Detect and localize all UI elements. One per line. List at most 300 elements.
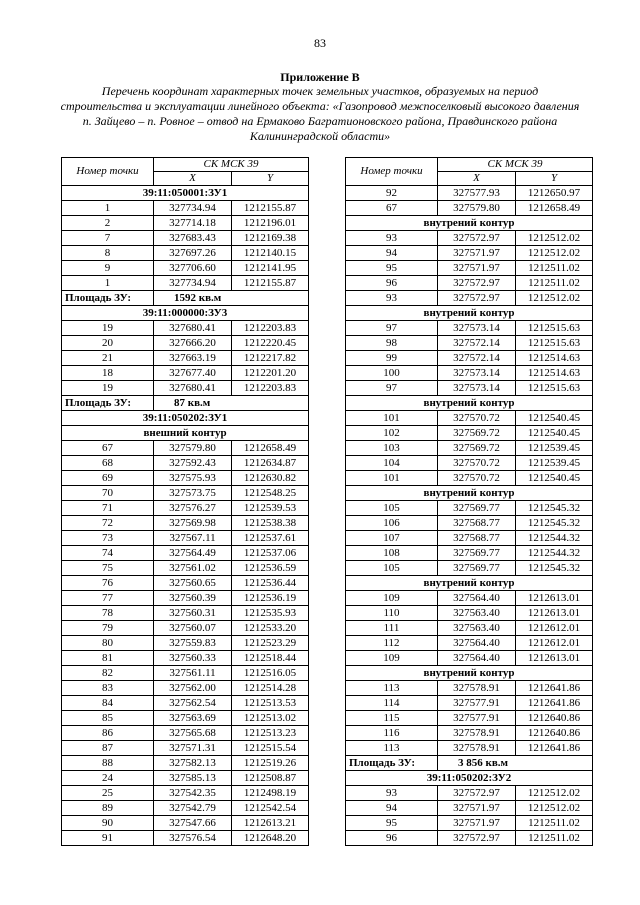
area-value: 87 кв.м	[154, 396, 309, 411]
table-row	[346, 636, 593, 651]
point-number: 115	[346, 711, 438, 726]
table-row	[346, 561, 593, 576]
y-coordinate: 1212511.02	[516, 276, 593, 291]
x-coordinate: 327560.65	[154, 576, 232, 591]
y-coordinate: 1212542.54	[232, 801, 309, 816]
y-coordinate: 1212201.20	[232, 366, 309, 381]
table-row	[62, 726, 309, 741]
x-coordinate: 327572.97	[438, 831, 516, 846]
point-number: 20	[62, 336, 154, 351]
point-number: 68	[62, 456, 154, 471]
y-coordinate: 1212539.45	[516, 456, 593, 471]
y-coordinate: 1212514.28	[232, 681, 309, 696]
point-number: 101	[346, 411, 438, 426]
x-coordinate: 327569.72	[438, 441, 516, 456]
point-number: 77	[62, 591, 154, 606]
x-coordinate: 327563.40	[438, 606, 516, 621]
x-coordinate: 327578.91	[438, 726, 516, 741]
point-number: 67	[62, 441, 154, 456]
point-number: 93	[346, 786, 438, 801]
point-number: 24	[62, 771, 154, 786]
y-coordinate: 1212536.19	[232, 591, 309, 606]
header-x: X	[438, 172, 516, 186]
point-number: 84	[62, 696, 154, 711]
table-row	[62, 666, 309, 681]
y-coordinate: 1212140.15	[232, 246, 309, 261]
y-coordinate: 1212515.63	[516, 381, 593, 396]
x-coordinate: 327571.97	[438, 261, 516, 276]
y-coordinate: 1212512.02	[516, 786, 593, 801]
point-number: 98	[346, 336, 438, 351]
x-coordinate: 327575.93	[154, 471, 232, 486]
area-value: 3 856 кв.м	[438, 756, 593, 771]
point-number: 95	[346, 816, 438, 831]
table-row	[62, 231, 309, 246]
y-coordinate: 1212539.53	[232, 501, 309, 516]
point-number: 96	[346, 276, 438, 291]
point-number: 80	[62, 636, 154, 651]
y-coordinate: 1212203.83	[232, 381, 309, 396]
y-coordinate: 1212612.01	[516, 621, 593, 636]
point-number: 108	[346, 546, 438, 561]
y-coordinate: 1212519.26	[232, 756, 309, 771]
point-number: 82	[62, 666, 154, 681]
point-number: 25	[62, 786, 154, 801]
section-row	[346, 306, 593, 321]
y-coordinate: 1212658.49	[232, 441, 309, 456]
x-coordinate: 327572.14	[438, 351, 516, 366]
x-coordinate: 327568.77	[438, 531, 516, 546]
x-coordinate: 327579.80	[154, 441, 232, 456]
point-number: 93	[346, 291, 438, 306]
point-number: 112	[346, 636, 438, 651]
x-coordinate: 327585.13	[154, 771, 232, 786]
x-coordinate: 327734.94	[154, 201, 232, 216]
point-number: 99	[346, 351, 438, 366]
y-coordinate: 1212545.32	[516, 501, 593, 516]
x-coordinate: 327680.41	[154, 381, 232, 396]
x-coordinate: 327734.94	[154, 276, 232, 291]
x-coordinate: 327573.14	[438, 321, 516, 336]
point-number: 79	[62, 621, 154, 636]
point-number: 72	[62, 516, 154, 531]
table-row	[346, 411, 593, 426]
x-coordinate: 327572.97	[438, 276, 516, 291]
y-coordinate: 1212545.32	[516, 561, 593, 576]
table-row	[346, 546, 593, 561]
table-row	[62, 831, 309, 846]
point-number: 21	[62, 351, 154, 366]
y-coordinate: 1212515.63	[516, 336, 593, 351]
y-coordinate: 1212511.02	[516, 816, 593, 831]
point-number: 71	[62, 501, 154, 516]
x-coordinate: 327560.31	[154, 606, 232, 621]
table-row	[62, 696, 309, 711]
point-number: 113	[346, 741, 438, 756]
section-row	[346, 486, 593, 501]
y-coordinate: 1212613.21	[232, 816, 309, 831]
point-number: 18	[62, 366, 154, 381]
table-row	[346, 816, 593, 831]
table-row	[62, 651, 309, 666]
y-coordinate: 1212141.95	[232, 261, 309, 276]
table-row	[62, 606, 309, 621]
table-row	[346, 246, 593, 261]
point-number: 94	[346, 246, 438, 261]
y-coordinate: 1212648.20	[232, 831, 309, 846]
y-coordinate: 1212523.29	[232, 636, 309, 651]
y-coordinate: 1212512.02	[516, 246, 593, 261]
table-row	[346, 291, 593, 306]
x-coordinate: 327570.72	[438, 411, 516, 426]
point-number: 95	[346, 261, 438, 276]
point-number: 1	[62, 201, 154, 216]
table-row	[346, 321, 593, 336]
y-coordinate: 1212513.53	[232, 696, 309, 711]
x-coordinate: 327571.97	[438, 801, 516, 816]
point-number: 2	[62, 216, 154, 231]
y-coordinate: 1212538.38	[232, 516, 309, 531]
y-coordinate: 1212512.02	[516, 291, 593, 306]
table-row	[346, 741, 593, 756]
section-label: внутрений контур	[346, 216, 593, 231]
x-coordinate: 327571.97	[438, 816, 516, 831]
x-coordinate: 327706.60	[154, 261, 232, 276]
y-coordinate: 1212612.01	[516, 636, 593, 651]
x-coordinate: 327572.97	[438, 786, 516, 801]
table-row	[346, 366, 593, 381]
y-coordinate: 1212548.25	[232, 486, 309, 501]
point-number: 105	[346, 561, 438, 576]
y-coordinate: 1212511.02	[516, 261, 593, 276]
point-number: 76	[62, 576, 154, 591]
x-coordinate: 327663.19	[154, 351, 232, 366]
point-number: 110	[346, 606, 438, 621]
x-coordinate: 327564.40	[438, 591, 516, 606]
y-coordinate: 1212613.01	[516, 651, 593, 666]
x-coordinate: 327569.77	[438, 501, 516, 516]
point-number: 91	[62, 831, 154, 846]
point-number: 69	[62, 471, 154, 486]
section-label: внешний контур	[62, 426, 309, 441]
y-coordinate: 1212516.05	[232, 666, 309, 681]
table-row	[346, 231, 593, 246]
point-number: 109	[346, 651, 438, 666]
point-number: 94	[346, 801, 438, 816]
x-coordinate: 327569.77	[438, 546, 516, 561]
y-coordinate: 1212540.45	[516, 411, 593, 426]
y-coordinate: 1212533.20	[232, 621, 309, 636]
table-row	[62, 516, 309, 531]
header-y: Y	[232, 172, 309, 186]
point-number: 109	[346, 591, 438, 606]
section-label: внутрений контур	[346, 576, 593, 591]
point-number: 85	[62, 711, 154, 726]
point-number: 74	[62, 546, 154, 561]
x-coordinate: 327563.69	[154, 711, 232, 726]
y-coordinate: 1212203.83	[232, 321, 309, 336]
y-coordinate: 1212537.06	[232, 546, 309, 561]
table-row	[62, 351, 309, 366]
table-row	[346, 351, 593, 366]
area-label: Площадь ЗУ:	[62, 291, 154, 306]
x-coordinate: 327666.20	[154, 336, 232, 351]
table-row	[62, 591, 309, 606]
area-label: Площадь ЗУ:	[62, 396, 154, 411]
table-row	[62, 771, 309, 786]
x-coordinate: 327560.33	[154, 651, 232, 666]
point-number: 70	[62, 486, 154, 501]
table-row	[346, 426, 593, 441]
area-value: 1592 кв.м	[154, 291, 309, 306]
point-number: 67	[346, 201, 438, 216]
x-coordinate: 327578.91	[438, 741, 516, 756]
header-point-number: Номер точки	[346, 158, 438, 186]
x-coordinate: 327569.98	[154, 516, 232, 531]
table-row	[62, 486, 309, 501]
point-number: 102	[346, 426, 438, 441]
x-coordinate: 327576.54	[154, 831, 232, 846]
point-number: 106	[346, 516, 438, 531]
y-coordinate: 1212537.61	[232, 531, 309, 546]
x-coordinate: 327582.13	[154, 756, 232, 771]
table-row	[62, 366, 309, 381]
point-number: 73	[62, 531, 154, 546]
table-body-left	[62, 186, 309, 846]
table-row	[346, 381, 593, 396]
table-row	[62, 261, 309, 276]
y-coordinate: 1212545.32	[516, 516, 593, 531]
x-coordinate: 327569.77	[438, 561, 516, 576]
section-row	[62, 411, 309, 426]
table-row	[346, 186, 593, 201]
x-coordinate: 327579.80	[438, 201, 516, 216]
y-coordinate: 1212518.44	[232, 651, 309, 666]
y-coordinate: 1212512.02	[516, 231, 593, 246]
table-row	[346, 621, 593, 636]
table-row	[346, 681, 593, 696]
x-coordinate: 327564.49	[154, 546, 232, 561]
table-row	[62, 441, 309, 456]
x-coordinate: 327559.83	[154, 636, 232, 651]
table-row	[346, 726, 593, 741]
table-row	[62, 246, 309, 261]
x-coordinate: 327570.72	[438, 456, 516, 471]
x-coordinate: 327683.43	[154, 231, 232, 246]
section-row	[62, 306, 309, 321]
x-coordinate: 327573.14	[438, 381, 516, 396]
section-label: 39:11:000000:ЗУ3	[62, 306, 309, 321]
table-row	[62, 636, 309, 651]
y-coordinate: 1212536.59	[232, 561, 309, 576]
table-row	[62, 531, 309, 546]
point-number: 83	[62, 681, 154, 696]
x-coordinate: 327677.40	[154, 366, 232, 381]
point-number: 97	[346, 381, 438, 396]
point-number: 86	[62, 726, 154, 741]
x-coordinate: 327568.77	[438, 516, 516, 531]
x-coordinate: 327572.97	[438, 231, 516, 246]
section-label: внутрений контур	[346, 666, 593, 681]
area-row	[346, 756, 593, 771]
y-coordinate: 1212544.32	[516, 531, 593, 546]
table-row	[346, 786, 593, 801]
x-coordinate: 327697.26	[154, 246, 232, 261]
table-row	[62, 681, 309, 696]
table-row	[62, 201, 309, 216]
y-coordinate: 1212515.63	[516, 321, 593, 336]
table-row	[62, 216, 309, 231]
section-label: 39:11:050001:ЗУ1	[62, 186, 309, 201]
section-row	[62, 426, 309, 441]
y-coordinate: 1212513.23	[232, 726, 309, 741]
table-body-right	[346, 186, 593, 846]
point-number: 87	[62, 741, 154, 756]
table-row	[62, 786, 309, 801]
x-coordinate: 327572.97	[438, 291, 516, 306]
point-number: 116	[346, 726, 438, 741]
y-coordinate: 1212640.86	[516, 726, 593, 741]
table-row	[346, 471, 593, 486]
table-row	[346, 441, 593, 456]
point-number: 104	[346, 456, 438, 471]
table-row	[346, 201, 593, 216]
point-number: 103	[346, 441, 438, 456]
point-number: 89	[62, 801, 154, 816]
x-coordinate: 327573.75	[154, 486, 232, 501]
section-label: внутрений контур	[346, 396, 593, 411]
table-row	[62, 741, 309, 756]
y-coordinate: 1212511.02	[516, 831, 593, 846]
section-row	[346, 771, 593, 786]
x-coordinate: 327542.79	[154, 801, 232, 816]
x-coordinate: 327562.00	[154, 681, 232, 696]
table-row	[346, 456, 593, 471]
table-row	[62, 711, 309, 726]
x-coordinate: 327577.91	[438, 711, 516, 726]
table-row	[62, 276, 309, 291]
point-number: 92	[346, 186, 438, 201]
y-coordinate: 1212220.45	[232, 336, 309, 351]
table-row	[62, 561, 309, 576]
section-row	[346, 396, 593, 411]
point-number: 75	[62, 561, 154, 576]
section-label: внутрений контур	[346, 306, 593, 321]
table-row	[346, 276, 593, 291]
header-coordinate-system: СК МСК 39	[438, 158, 593, 172]
x-coordinate: 327570.72	[438, 471, 516, 486]
header-point-number: Номер точки	[62, 158, 154, 186]
point-number: 81	[62, 651, 154, 666]
area-label: Площадь ЗУ:	[346, 756, 438, 771]
section-label: внутрений контур	[346, 486, 593, 501]
table-row	[62, 756, 309, 771]
x-coordinate: 327564.40	[438, 636, 516, 651]
y-coordinate: 1212641.86	[516, 681, 593, 696]
point-number: 114	[346, 696, 438, 711]
point-number: 111	[346, 621, 438, 636]
point-number: 19	[62, 321, 154, 336]
x-coordinate: 327571.31	[154, 741, 232, 756]
area-row	[62, 396, 309, 411]
y-coordinate: 1212540.45	[516, 471, 593, 486]
y-coordinate: 1212515.54	[232, 741, 309, 756]
y-coordinate: 1212640.86	[516, 711, 593, 726]
x-coordinate: 327578.91	[438, 681, 516, 696]
x-coordinate: 327714.18	[154, 216, 232, 231]
table-row	[62, 801, 309, 816]
y-coordinate: 1212641.86	[516, 741, 593, 756]
y-coordinate: 1212514.63	[516, 366, 593, 381]
point-number: 7	[62, 231, 154, 246]
table-row	[62, 816, 309, 831]
table-row	[346, 801, 593, 816]
x-coordinate: 327547.66	[154, 816, 232, 831]
y-coordinate: 1212539.45	[516, 441, 593, 456]
point-number: 97	[346, 321, 438, 336]
y-coordinate: 1212613.01	[516, 591, 593, 606]
y-coordinate: 1212155.87	[232, 201, 309, 216]
header-y: Y	[516, 172, 593, 186]
table-row	[346, 591, 593, 606]
point-number: 78	[62, 606, 154, 621]
point-number: 1	[62, 276, 154, 291]
point-number: 113	[346, 681, 438, 696]
table-row	[346, 651, 593, 666]
point-number: 100	[346, 366, 438, 381]
y-coordinate: 1212613.01	[516, 606, 593, 621]
y-coordinate: 1212544.32	[516, 546, 593, 561]
appendix-subtitle: Перечень координат характерных точек земельных участков, образуемых на период строительства и эксплуатации линейного объекта: «Газопровод межпоселковый высокого давления п. Зайцево – п. Ровное – отвод на Ермаково Багратионовского района, Правдинского района Калининградской области»	[60, 84, 580, 143]
point-number: 96	[346, 831, 438, 846]
y-coordinate: 1212169.38	[232, 231, 309, 246]
table-row	[346, 831, 593, 846]
table-row	[62, 321, 309, 336]
section-row	[346, 576, 593, 591]
y-coordinate: 1212658.49	[516, 201, 593, 216]
x-coordinate: 327680.41	[154, 321, 232, 336]
section-label: 39:11:050202:ЗУ1	[62, 411, 309, 426]
table-row	[346, 606, 593, 621]
x-coordinate: 327562.54	[154, 696, 232, 711]
point-number: 101	[346, 471, 438, 486]
section-row	[62, 186, 309, 201]
point-number: 93	[346, 231, 438, 246]
y-coordinate: 1212196.01	[232, 216, 309, 231]
table-row	[62, 336, 309, 351]
x-coordinate: 327567.11	[154, 531, 232, 546]
table-row	[346, 531, 593, 546]
section-row	[346, 666, 593, 681]
x-coordinate: 327572.14	[438, 336, 516, 351]
y-coordinate: 1212513.02	[232, 711, 309, 726]
table-row	[62, 546, 309, 561]
table-row	[62, 501, 309, 516]
x-coordinate: 327573.14	[438, 366, 516, 381]
table-row	[62, 576, 309, 591]
y-coordinate: 1212540.45	[516, 426, 593, 441]
x-coordinate: 327561.11	[154, 666, 232, 681]
appendix-title: Приложение В	[280, 70, 360, 84]
x-coordinate: 327565.68	[154, 726, 232, 741]
y-coordinate: 1212514.63	[516, 351, 593, 366]
x-coordinate: 327571.97	[438, 246, 516, 261]
area-row	[62, 291, 309, 306]
point-number: 90	[62, 816, 154, 831]
x-coordinate: 327560.07	[154, 621, 232, 636]
table-row	[346, 516, 593, 531]
section-label: 39:11:050202:ЗУ2	[346, 771, 593, 786]
